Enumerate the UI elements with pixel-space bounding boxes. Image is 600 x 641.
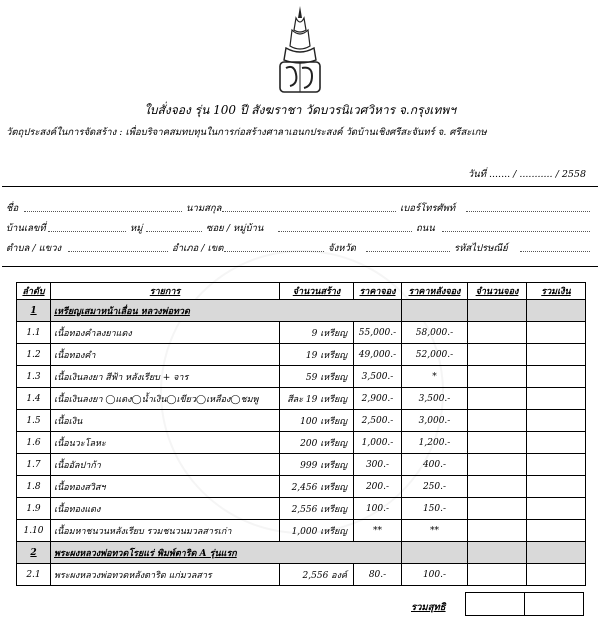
table-row: [17, 410, 586, 432]
order-table: [16, 282, 586, 586]
section-title: พระผงหลวงพ่อทวดโรยแร่ พิมพ์ตาริด A รุ่นแรก: [51, 542, 402, 564]
grand-total-amount-cell[interactable]: [524, 592, 584, 616]
row-item: เนื้อทองคำลงยาแดง: [51, 322, 280, 344]
row-order-qty-input[interactable]: [468, 498, 527, 520]
order-form-title: ใบสั่งจอง รุ่น 100 ปี สังฆราชา วัดบวรนิเวศวิหาร จ.กรุงเทพฯ: [144, 103, 456, 117]
table-row: [17, 564, 586, 586]
section-row: [17, 542, 586, 564]
row-after-price: 150.-: [402, 498, 468, 520]
row-qty: 2,556 องค์: [280, 564, 354, 586]
postcode-label: รหัสไปรษณีย์: [454, 243, 508, 254]
row-order-qty-input[interactable]: [468, 322, 527, 344]
col-header-price: ราคาจอง: [354, 283, 402, 300]
row-no: 1.4: [17, 388, 51, 410]
row-qty: 2,456 เหรียญ: [280, 476, 354, 498]
section-order-qty: [468, 542, 527, 564]
row-total-input[interactable]: [527, 432, 586, 454]
row-no: 1.1: [17, 322, 51, 344]
surname-input[interactable]: [222, 201, 396, 212]
row-order-qty-input[interactable]: [468, 432, 527, 454]
row-after-price: 3,000.-: [402, 410, 468, 432]
col-header-item: รายการ: [51, 283, 280, 300]
row-no: 1.6: [17, 432, 51, 454]
row-price: 2,900.-: [354, 388, 402, 410]
row-no: 2.1: [17, 564, 51, 586]
province-input[interactable]: [366, 241, 450, 252]
row-order-qty-input[interactable]: [468, 454, 527, 476]
divider-bottom: [2, 266, 598, 267]
purpose-statement: วัตถุประสงค์ในการจัดสร้าง : เพื่อบริจาคสมทบทุนในการก่อสร้างศาลาเอนกประสงค์ วัดบ้านเชิงศรีสะจันทร์ จ. ศรีสะเกษ: [6, 127, 487, 138]
row-after-price: 250.-: [402, 476, 468, 498]
row-order-qty-input[interactable]: [468, 410, 527, 432]
row-item: เนื้อนวะโลหะ: [51, 432, 280, 454]
row-total-input[interactable]: [527, 344, 586, 366]
row-total-input[interactable]: [527, 410, 586, 432]
row-item: เนื้ออัลปาก้า: [51, 454, 280, 476]
row-after-price: *: [402, 366, 468, 388]
row-order-qty-input[interactable]: [468, 366, 527, 388]
col-header-qty: จำนวนสร้าง: [280, 283, 354, 300]
row-qty: 19 เหรียญ: [280, 344, 354, 366]
province-label: จังหวัด: [328, 243, 356, 254]
row-qty: 9 เหรียญ: [280, 322, 354, 344]
row-price: 300.-: [354, 454, 402, 476]
table-row: [17, 322, 586, 344]
row-order-qty-input[interactable]: [468, 344, 527, 366]
road-label: ถนน: [416, 223, 435, 234]
row-no: 1.9: [17, 498, 51, 520]
section-total: [527, 542, 586, 564]
row-qty: 999 เหรียญ: [280, 454, 354, 476]
table-row: [17, 344, 586, 366]
soi-label: ซอย / หมู่บ้าน: [206, 223, 264, 234]
table-row: [17, 498, 586, 520]
moo-label: หมู่: [130, 223, 143, 234]
row-item: เนื้อทองแดง: [51, 498, 280, 520]
row-price: 80.-: [354, 564, 402, 586]
row-qty: 59 เหรียญ: [280, 366, 354, 388]
row-item: เนื้อมหาชนวนหลังเรียบ รวมชนวนมวลสารเก่า: [51, 520, 280, 542]
row-item: เนื้อทองสวิสฯ: [51, 476, 280, 498]
col-header-total: รวมเงิน: [527, 283, 586, 300]
district-input[interactable]: [224, 241, 324, 252]
surname-label: นามสกุล: [186, 203, 222, 214]
section-order-qty: [468, 300, 527, 322]
row-price: 2,500.-: [354, 410, 402, 432]
form-row-name: [6, 201, 592, 215]
col-header-after: ราคาหลังจอง: [402, 283, 468, 300]
table-row: [17, 520, 586, 542]
row-after-price: 58,000.-: [402, 322, 468, 344]
table-row: [17, 366, 586, 388]
col-header-order-qty: จำนวนจอง: [468, 283, 527, 300]
name-label: ชื่อ: [6, 203, 19, 214]
row-price: 3,500.-: [354, 366, 402, 388]
grand-total-label: รวมสุทธิ: [411, 602, 446, 613]
table-row: [17, 476, 586, 498]
row-no: 1.8: [17, 476, 51, 498]
row-price: 55,000.-: [354, 322, 402, 344]
row-qty: 1,000 เหรียญ: [280, 520, 354, 542]
row-no: 1.7: [17, 454, 51, 476]
section-row: [17, 300, 586, 322]
row-no: 1.10: [17, 520, 51, 542]
row-total-input[interactable]: [527, 454, 586, 476]
section-no: 2: [17, 542, 51, 564]
row-price: 100.-: [354, 498, 402, 520]
postcode-input[interactable]: [520, 241, 590, 252]
row-item: เนื้อเงินลงยา ◯แดง◯น้ำเงิน◯เขียว◯เหลือง◯ชมพู: [51, 388, 280, 410]
row-total-input[interactable]: [527, 520, 586, 542]
row-order-qty-input[interactable]: [468, 520, 527, 542]
row-total-input[interactable]: [527, 388, 586, 410]
row-price: 200.-: [354, 476, 402, 498]
row-item: เนื้อเงินลงยา สีฟ้า หลังเรียบ + จาร: [51, 366, 280, 388]
row-no: 1.3: [17, 366, 51, 388]
row-item: พระผงหลวงพ่อทวดหลังตาริด แก่มวลสาร: [51, 564, 280, 586]
row-total-input[interactable]: [527, 498, 586, 520]
table-row: [17, 388, 586, 410]
row-qty: สีละ 19 เหรียญ: [280, 388, 354, 410]
row-total-input[interactable]: [527, 366, 586, 388]
row-order-qty-input[interactable]: [468, 476, 527, 498]
row-order-qty-input[interactable]: [468, 564, 527, 586]
phone-input[interactable]: [466, 201, 590, 212]
row-item: เนื้อเงิน: [51, 410, 280, 432]
form-row-location: [6, 241, 592, 255]
section-title: เหรียญเสมาหน้าเลื่อน หลวงพ่อทวด: [51, 300, 402, 322]
section-no: 1: [17, 300, 51, 322]
soi-input[interactable]: [278, 221, 412, 232]
row-no: 1.5: [17, 410, 51, 432]
name-input[interactable]: [24, 201, 182, 212]
section-total: [527, 300, 586, 322]
row-price: 1,000.-: [354, 432, 402, 454]
section-blank: [402, 300, 468, 322]
row-after-price: 400.-: [402, 454, 468, 476]
row-total-input[interactable]: [527, 322, 586, 344]
row-total-input[interactable]: [527, 476, 586, 498]
table-row: [17, 432, 586, 454]
row-qty: 200 เหรียญ: [280, 432, 354, 454]
row-after-price: 3,500.-: [402, 388, 468, 410]
row-item: เนื้อทองคำ: [51, 344, 280, 366]
district-label: อำเภอ / เขต: [172, 243, 224, 254]
moo-input[interactable]: [146, 221, 202, 232]
row-total-input[interactable]: [527, 564, 586, 586]
row-after-price: **: [402, 520, 468, 542]
row-qty: 2,556 เหรียญ: [280, 498, 354, 520]
row-no: 1.2: [17, 344, 51, 366]
table-header-row: [17, 283, 586, 300]
house-no-input[interactable]: [48, 221, 126, 232]
subdistrict-input[interactable]: [68, 241, 168, 252]
row-after-price: 100.-: [402, 564, 468, 586]
road-input[interactable]: [442, 221, 590, 232]
divider-top: [2, 186, 598, 187]
date-field[interactable]: วันที่ ....... / ........... / 2558: [467, 169, 586, 180]
col-header-no: ลำดับ: [17, 283, 51, 300]
subdistrict-label: ตำบล / แขวง: [6, 243, 62, 254]
row-after-price: 1,200.-: [402, 432, 468, 454]
phone-label: เบอร์โทรศัพท์: [400, 203, 456, 214]
grand-total-qty-cell[interactable]: [465, 592, 525, 616]
row-order-qty-input[interactable]: [468, 388, 527, 410]
house-no-label: บ้านเลขที่: [6, 223, 46, 234]
row-qty: 100 เหรียญ: [280, 410, 354, 432]
row-price: **: [354, 520, 402, 542]
temple-emblem-logo: [272, 4, 328, 96]
table-row: [17, 454, 586, 476]
row-price: 49,000.-: [354, 344, 402, 366]
form-row-address: [6, 221, 592, 235]
section-blank: [402, 542, 468, 564]
row-after-price: 52,000.-: [402, 344, 468, 366]
